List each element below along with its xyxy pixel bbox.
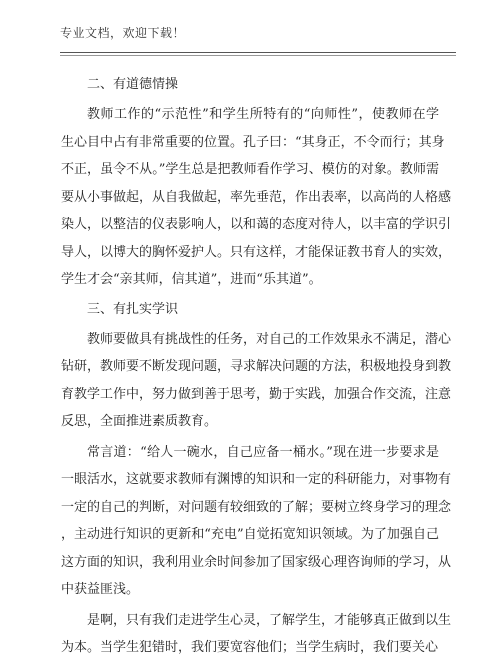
- paragraph: [61, 326, 452, 436]
- paragraph: [61, 101, 452, 294]
- paragraph-line: 教师要做具有挑战性的任务，对自己的工作效果永不满足，潜心: [87, 331, 452, 347]
- paragraph-line: 不正，虽令不从。”学生总是把教师看作学习、模仿的对象。教师需: [61, 162, 439, 177]
- paragraph-line: 育教学工作中，努力做到善于思考，勤于实践，加强合作交流，注意: [61, 386, 452, 402]
- paragraph-line: 中获益匪浅。: [61, 582, 140, 597]
- paragraph-line: 生心目中占有非常重要的位置。孔子曰：“其身正，不令而行；其身: [61, 134, 445, 150]
- document-header: 专业文档，欢迎下载！: [60, 26, 186, 40]
- paragraph-line: 为本。当学生犯错时，我们要宽容他们；当学生病时，我们要关心: [61, 640, 439, 655]
- document-body: [61, 72, 452, 665]
- paragraph-line: 教师工作的“示范性”和学生所特有的“向师性”，使教师在学: [87, 107, 439, 122]
- section-heading: 三、有扎实学识: [87, 301, 179, 317]
- paragraph-line: 染人，以整洁的仪表影响人，以和蔼的态度对待人，以丰富的学识引: [61, 217, 452, 232]
- paragraph-line: 一定的自己的判断，对问题有较细致的了解；要树立终身学习的理念: [61, 499, 452, 515]
- paragraph-line: 钻研，教师要不断发现问题，寻求解决问题的方法，积极地投身到教: [61, 359, 452, 374]
- paragraph-line: 学生才会“亲其师，信其道”，进而“乐其道”。: [61, 272, 322, 287]
- paragraph-line: 常言道：“给人一碗水，自己应备一桶水。”现在进一步要求是: [87, 444, 439, 460]
- paragraph-line: 是啊，只有我们走进学生心灵，了解学生，才能够真正做到以生: [87, 612, 452, 628]
- paragraph: [61, 439, 452, 604]
- paragraph-line: 反思，全面推进素质教育。: [61, 414, 218, 429]
- paragraph-line: ，主动进行知识的更新和“充电”自觉拓宽知识领域。为了加强自己: [61, 527, 439, 542]
- header-rule: [60, 52, 456, 53]
- header-rule-secondary: [60, 55, 456, 56]
- paragraph-line: 导人，以博大的胸怀爱护人。只有这样，才能保证教书育人的实效，: [61, 244, 452, 260]
- section-heading: 二、有道德情操: [87, 77, 179, 92]
- paragraph: [61, 607, 452, 662]
- paragraph-line: 一眼活水，这就要求教师有渊博的知识和一定的科研能力，对事物有: [61, 472, 452, 487]
- paragraph-line: 要从小事做起，从自我做起，率先垂范，作出表率，以高尚的人格感: [61, 189, 452, 205]
- paragraph-line: 这方面的知识，我利用业余时间参加了国家级心理咨询师的学习，从: [61, 554, 452, 570]
